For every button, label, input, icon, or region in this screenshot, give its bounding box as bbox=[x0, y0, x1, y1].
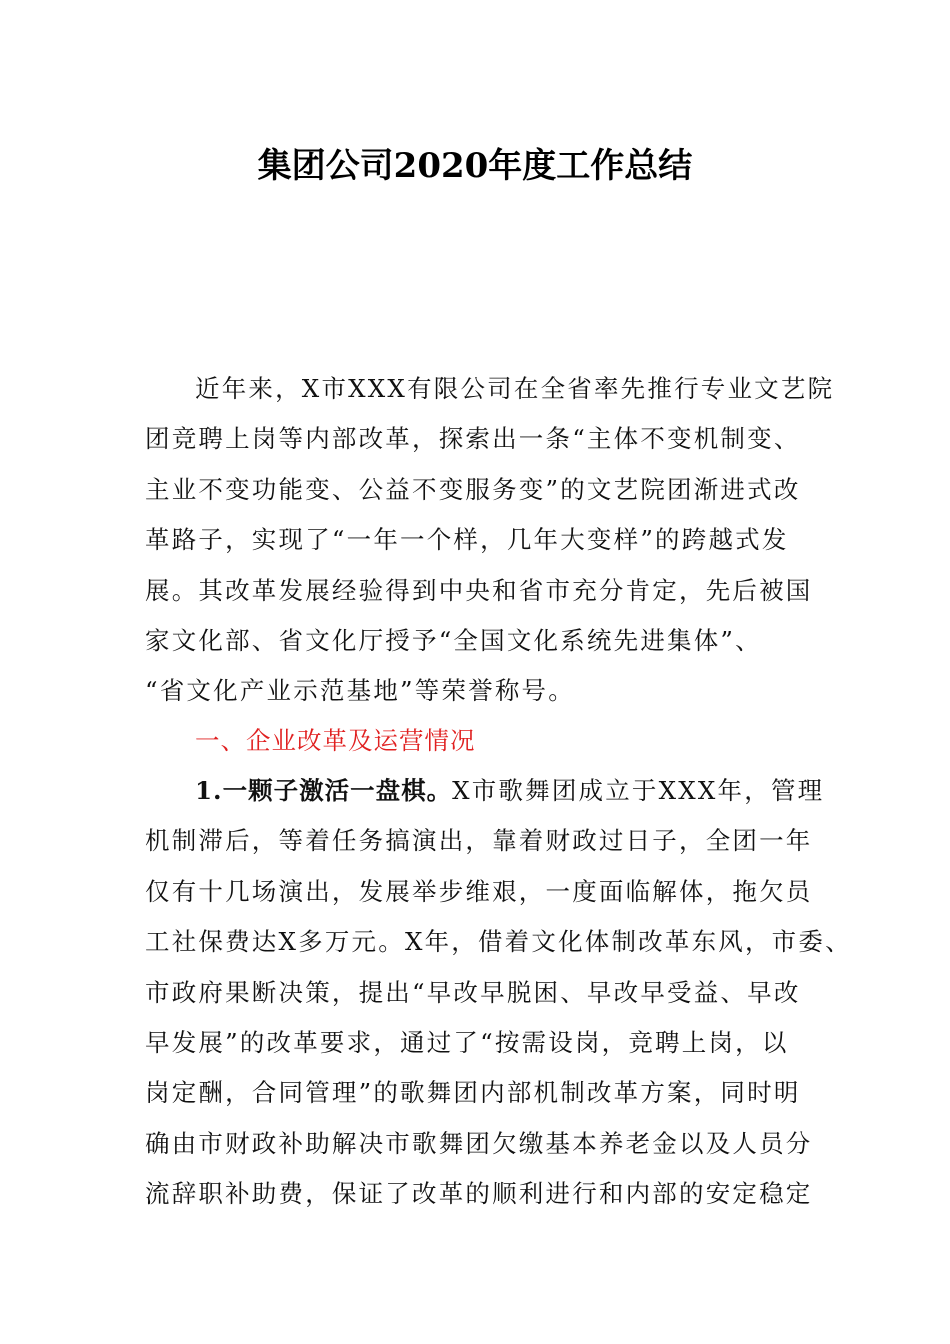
point1-line: 工社保费达X多万元。X年，借着文化体制改革东风，市委、 bbox=[145, 927, 852, 957]
intro-line: 家文化部、省文化厅授予“全国文化系统先进集体”、 bbox=[145, 625, 762, 655]
point1-line: 机制滞后，等着任务搞演出，靠着财政过日子，全团一年 bbox=[145, 826, 813, 856]
intro-line: 近年来，X市XXX有限公司在全省率先推行专业文艺院 bbox=[195, 374, 835, 403]
intro-line: 革路子，实现了“一年一个样，几年大变样”的跨越式发 bbox=[145, 525, 789, 555]
point1-first-line bbox=[145, 766, 825, 816]
point1-line: 岗定酬，合同管理”的歌舞团内部机制改革方案，同时明 bbox=[145, 1078, 801, 1108]
intro-line: 展。其改革发展经验得到中央和省市充分肯定，先后被国 bbox=[145, 575, 813, 605]
point1-first-line-rest: X市歌舞团成立于XXX年，管理 bbox=[452, 776, 825, 805]
section-heading: 一、企业改革及运营情况 bbox=[195, 726, 476, 755]
point1-line: 市政府果断决策，提出“早改早脱困、早改早受益、早改 bbox=[145, 977, 801, 1007]
document-title: 集团公司2020年度工作总结 bbox=[257, 146, 693, 186]
point1-lead: 1.一颗子激活一盘棋。 bbox=[195, 776, 453, 805]
point1-line: 仅有十几场演出，发展举步维艰，一度面临解体，拖欠员 bbox=[145, 876, 813, 906]
point1-line: 流辞职补助费，保证了改革的顺利进行和内部的安定稳定 bbox=[145, 1179, 813, 1209]
point1-paragraph bbox=[145, 766, 852, 1220]
intro-paragraph bbox=[145, 364, 835, 717]
intro-line: 主业不变功能变、公益不变服务变”的文艺院团渐进式改 bbox=[145, 474, 801, 504]
intro-line: “省文化产业示范基地”等荣誉称号。 bbox=[145, 676, 575, 706]
intro-line: 团竞聘上岗等内部改革，探索出一条“主体不变机制变、 bbox=[145, 424, 801, 454]
point1-line: 早发展”的改革要求，通过了“按需设岗，竞聘上岗，以 bbox=[145, 1027, 789, 1057]
point1-line: 确由市财政补助解决市歌舞团欠缴基本养老金以及人员分 bbox=[145, 1128, 813, 1158]
